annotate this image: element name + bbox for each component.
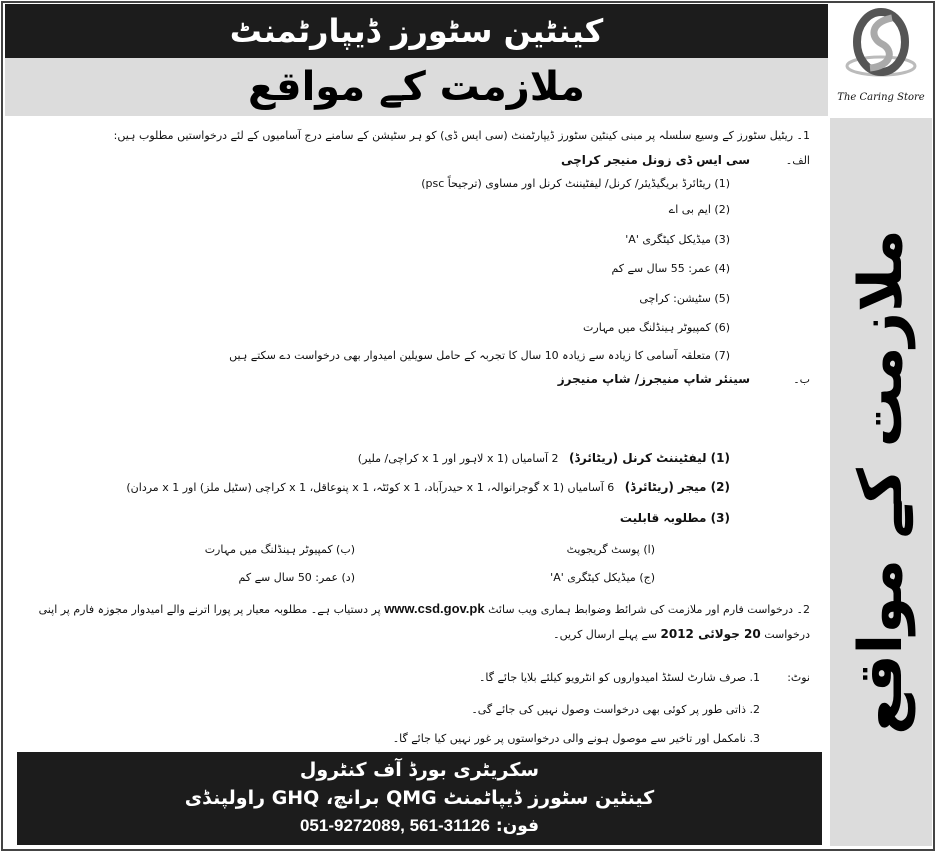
department-title: کینٹین سٹورز ڈیپارٹمنٹ	[5, 4, 828, 58]
section-a-item: (6) کمپیوٹر ہینڈلنگ میں مہارت	[583, 321, 730, 334]
note-item: 2. ذاتی طور پر کوئی بھی درخواست وصول نہیں کی جائے گی۔	[471, 703, 760, 716]
section-a-item: (1) ریٹائرڈ بریگیڈیئر/ کرنل/ لیفٹیننٹ کرنل اور مساوی (ترجیحاً psc)	[421, 177, 730, 190]
footer-office: سکریٹری بورڈ آف کنٹرول	[299, 759, 540, 781]
section-a-item: (7) متعلقہ آسامی کا زیادہ سے زیادہ 10 سال کا تجربہ کے حامل سویلین امیدوار بھی درخواست دے سکتے ہیں	[229, 349, 730, 362]
qualification-item: (ا) پوسٹ گریجویٹ	[566, 543, 655, 556]
para2-text: سے پہلے ارسال کریں۔	[553, 628, 657, 641]
side-banner	[830, 118, 932, 846]
position-title: (1) لیفٹیننٹ کرنل (ریٹائرڈ)	[569, 451, 730, 465]
footer-phone-row	[17, 812, 822, 840]
website-link[interactable]: www.csd.gov.pk	[384, 601, 485, 616]
logo-tagline: The Caring Store	[837, 92, 925, 103]
position-row	[12, 450, 730, 466]
position-row	[12, 479, 730, 495]
deadline-line	[12, 626, 810, 642]
logo-emblem-icon	[830, 4, 932, 84]
section-a-item: (3) میڈیکل کیٹگری 'A'	[625, 233, 730, 246]
section-b-title: سینئر شاپ منیجرز/ شاپ منیجرز	[557, 372, 750, 386]
contact-footer	[17, 752, 822, 845]
side-banner-text: ملازمت کے مواقع	[846, 229, 916, 735]
section-a-title: سی ایس ڈی زونل منیجر کراچی	[560, 153, 750, 167]
section-a-item: (2) ایم بی اے	[668, 203, 730, 216]
para2-text: درخواست	[764, 628, 810, 641]
phone-numbers: 051-9272089, 561-31126	[299, 816, 490, 835]
note-item: 3. نامکمل اور تاخیر سے موصول ہونے والی درخواستوں پر غور نہیں کیا جائے گا۔	[392, 732, 760, 745]
qualification-item: (د) عمر: 50 سال سے کم	[238, 571, 355, 584]
section-a-marker: الف۔	[785, 154, 810, 167]
csd-logo	[830, 4, 932, 116]
para2-text: 2۔ درخواست فارم اور ملازمت کی شرائط وضوابط ہماری ویب سائٹ	[488, 603, 810, 616]
section-b-marker: ب۔	[793, 373, 810, 386]
intro-paragraph: 1۔ ریٹیل سٹورز کے وسیع سلسلہ پر مبنی کینٹین سٹورز ڈیپارٹمنٹ (سی ایس ڈی) کو ہر سٹیشن کے سامنے درج آسامیوں کے لئے درخواستیں مطلوب ہیں:	[113, 129, 810, 142]
qualifications-title: (3) مطلوبہ قابلیت	[619, 511, 730, 525]
note-item: 1. صرف شارٹ لسٹڈ امیدواروں کو انٹرویو کیلئے بلایا جائے گا۔	[478, 671, 760, 684]
position-detail: 6 آسامیاں (1 x گوجرانوالہ، 1 x حیدرآباد، 1 x کوئٹہ، 1 x پنوعاقل، 1 x کراچی (سٹیل ملز) اور 1 x مردان)	[126, 481, 615, 494]
position-title: (2) میجر (ریٹائرڈ)	[624, 480, 730, 494]
deadline-date: 20 جولائی 2012	[660, 627, 761, 641]
application-paragraph	[12, 601, 810, 617]
qualification-item: (ب) کمپیوٹر ہینڈلنگ میں مہارت	[204, 543, 355, 556]
phone-label: فون:	[495, 816, 540, 836]
qualification-item: (ج) میڈیکل کیٹگری 'A'	[550, 571, 655, 584]
section-a-item: (4) عمر: 55 سال سے کم	[611, 262, 730, 275]
para2-text: پر دستیاب ہے۔ مطلوبہ معیار پر پورا اترنے والے امیدوار مجوزہ فارم پر اپنی	[38, 603, 381, 616]
position-detail: 2 آسامیاں (1 x لاہور اور 1 x کراچی/ ملیر)	[357, 452, 559, 465]
section-a-item: (5) سٹیشن: کراچی	[639, 292, 730, 305]
footer-address: کینٹین سٹورز ڈیپاٹمنٹ QMG برانچ، GHQ راولپنڈی	[184, 787, 655, 809]
notes-label: نوٹ:	[787, 671, 810, 684]
job-opportunities-heading: ملازمت کے مواقع	[5, 58, 828, 116]
